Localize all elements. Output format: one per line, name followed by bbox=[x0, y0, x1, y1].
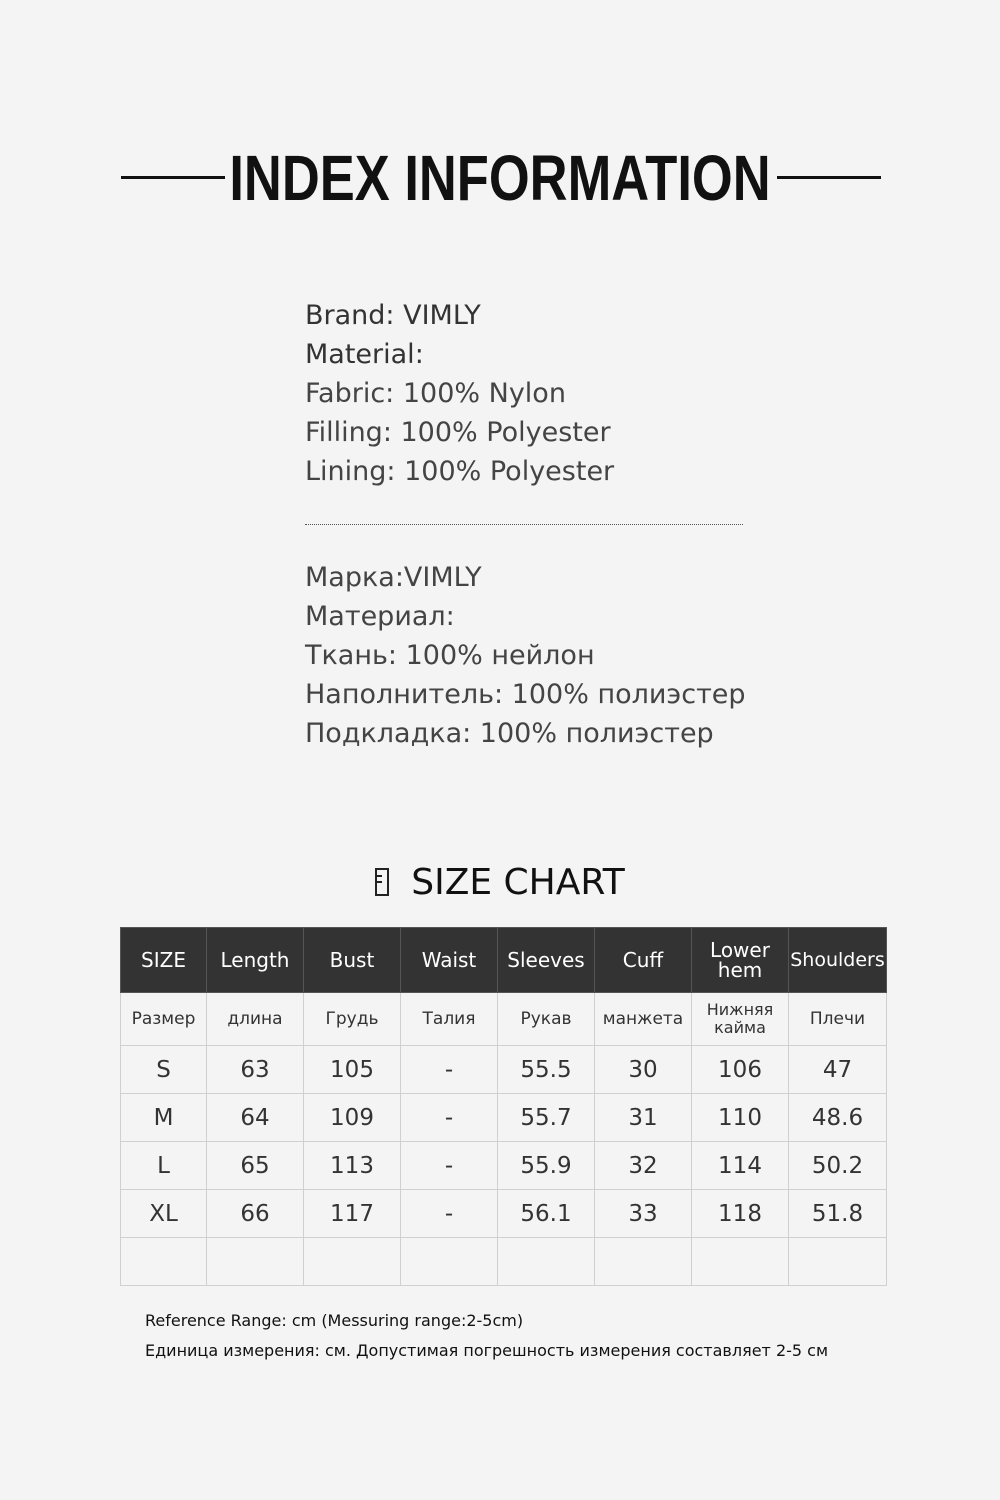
cell-cuff: 33 bbox=[595, 1190, 692, 1238]
info-english bbox=[305, 296, 614, 491]
fabric-line: Fabric: 100% Nylon bbox=[305, 378, 566, 409]
cell-bust: 113 bbox=[304, 1142, 401, 1190]
cell-waist: - bbox=[401, 1142, 498, 1190]
cell-shoulders: 47 bbox=[789, 1046, 887, 1094]
lining-line: Lining: 100% Polyester bbox=[305, 456, 615, 487]
table-row-empty bbox=[121, 1238, 887, 1286]
size-chart-title: SIZE CHART bbox=[411, 862, 625, 903]
cell-shoulders: 50.2 bbox=[789, 1142, 887, 1190]
index-information-header bbox=[0, 140, 1000, 220]
cell-waist: - bbox=[401, 1190, 498, 1238]
table-row bbox=[121, 1046, 887, 1094]
title-divider-right bbox=[777, 176, 881, 179]
reference-range-note: Reference Range: cm (Messuring range:2-5cm) bbox=[145, 1311, 524, 1330]
cell-sleeves: 55.5 bbox=[498, 1046, 595, 1094]
cell-waist: - bbox=[401, 1046, 498, 1094]
cell-bust: 105 bbox=[304, 1046, 401, 1094]
cell-sleeves: 55.7 bbox=[498, 1094, 595, 1142]
table-row bbox=[121, 1142, 887, 1190]
table-row bbox=[121, 1094, 887, 1142]
material-label-ru: Материал: bbox=[305, 601, 455, 632]
header-ru-shoulders: Плечи bbox=[789, 993, 887, 1046]
cell-lower-hem: 110 bbox=[692, 1094, 789, 1142]
header-cuff: Cuff bbox=[595, 928, 692, 993]
page-title: INDEX INFORMATION bbox=[229, 142, 771, 214]
header-ru-size: Размер bbox=[121, 993, 207, 1046]
brand-label: Brand: VIMLY bbox=[305, 300, 481, 331]
header-ru-bust: Грудь bbox=[304, 993, 401, 1046]
table-row bbox=[121, 1190, 887, 1238]
cell-length: 64 bbox=[207, 1094, 304, 1142]
info-russian bbox=[305, 558, 746, 753]
cell-sleeves: 56.1 bbox=[498, 1190, 595, 1238]
header-ru-cuff: манжета bbox=[595, 993, 692, 1046]
cell-bust: 117 bbox=[304, 1190, 401, 1238]
header-size: SIZE bbox=[121, 928, 207, 993]
filling-line-ru: Наполнитель: 100% полиэстер bbox=[305, 679, 746, 710]
header-shoulders: Shoulders bbox=[789, 928, 887, 993]
header-length: Length bbox=[207, 928, 304, 993]
header-bust: Bust bbox=[304, 928, 401, 993]
cell-lower-hem: 106 bbox=[692, 1046, 789, 1094]
lining-line-ru: Подкладка: 100% полиэстер bbox=[305, 718, 714, 749]
cell-size: M bbox=[121, 1094, 207, 1142]
cell-shoulders: 48.6 bbox=[789, 1094, 887, 1142]
reference-range-note-ru: Единица измерения: см. Допустимая погрешность измерения составляет 2-5 см bbox=[145, 1341, 829, 1360]
size-chart-table bbox=[120, 927, 887, 1286]
cell-cuff: 31 bbox=[595, 1094, 692, 1142]
brand-label-ru: Марка:VIMLY bbox=[305, 562, 482, 593]
cell-size: XL bbox=[121, 1190, 207, 1238]
cell-length: 65 bbox=[207, 1142, 304, 1190]
cell-shoulders: 51.8 bbox=[789, 1190, 887, 1238]
header-lower-hem: Lower hem bbox=[692, 928, 789, 993]
dotted-divider bbox=[305, 524, 743, 525]
header-ru-length: длина bbox=[207, 993, 304, 1046]
cell-size: S bbox=[121, 1046, 207, 1094]
header-ru-sleeves: Рукав bbox=[498, 993, 595, 1046]
header-sleeves: Sleeves bbox=[498, 928, 595, 993]
fabric-line-ru: Ткань: 100% нейлон bbox=[305, 640, 595, 671]
header-ru-waist: Талия bbox=[401, 993, 498, 1046]
cell-size: L bbox=[121, 1142, 207, 1190]
ruler-icon bbox=[375, 868, 389, 896]
header-waist: Waist bbox=[401, 928, 498, 993]
table-header-row bbox=[121, 928, 887, 993]
size-chart-heading bbox=[0, 858, 1000, 908]
filling-line: Filling: 100% Polyester bbox=[305, 417, 611, 448]
cell-lower-hem: 114 bbox=[692, 1142, 789, 1190]
cell-cuff: 32 bbox=[595, 1142, 692, 1190]
header-ru-lower-hem: Нижняя кайма bbox=[692, 993, 789, 1046]
cell-length: 63 bbox=[207, 1046, 304, 1094]
cell-length: 66 bbox=[207, 1190, 304, 1238]
cell-bust: 109 bbox=[304, 1094, 401, 1142]
cell-lower-hem: 118 bbox=[692, 1190, 789, 1238]
material-label: Material: bbox=[305, 339, 424, 370]
cell-waist: - bbox=[401, 1094, 498, 1142]
cell-cuff: 30 bbox=[595, 1046, 692, 1094]
table-row-russian-headers bbox=[121, 993, 887, 1046]
cell-sleeves: 55.9 bbox=[498, 1142, 595, 1190]
